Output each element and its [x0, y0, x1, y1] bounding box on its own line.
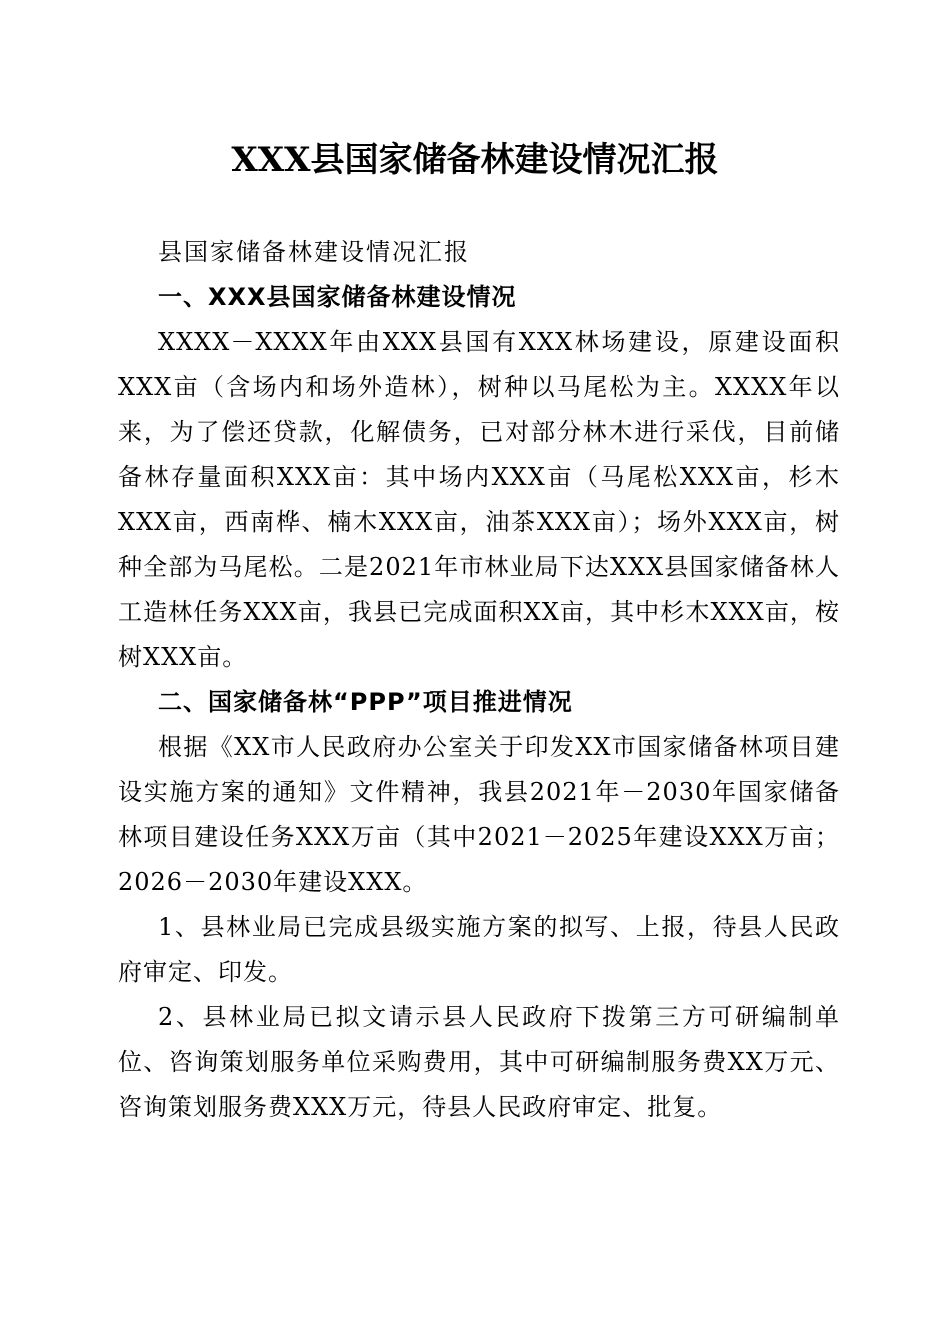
document-title: XXX县国家储备林建设情况汇报 [231, 140, 719, 180]
section-heading-2: 二、国家储备林“PPP”项目推进情况 [158, 688, 573, 716]
document-body [118, 230, 840, 1130]
section-2-item-1: 1、县林业局已完成县级实施方案的拟写、上报，待县人民政府审定、印发。 [118, 913, 840, 986]
intro-paragraph: 县国家储备林建设情况汇报 [158, 238, 470, 266]
section-heading-1: 一、XXX县国家储备林建设情况 [158, 283, 517, 311]
section-2-item-2: 2、县林业局已拟文请示县人民政府下拨第三方可研编制单位、咨询策划服务单位采购费用，其中可研编制服务费XX万元、咨询策划服务费XXX万元，待县人民政府审定、批复。 [118, 1003, 840, 1121]
section-2-paragraph: 根据《XX市人民政府办公室关于印发XX市国家储备林项目建设实施方案的通知》文件精神，我县2021年－2030年国家储备林项目建设任务XXX万亩（其中2021－2025年建设XXX万亩；2026－2030年建设XXX。 [118, 733, 840, 896]
section-1-paragraph: XXXX－XXXX年由XXX县国有XXX林场建设，原建设面积XXX亩（含场内和场外造林），树种以马尾松为主。XXXX年以来，为了偿还贷款，化解债务，已对部分林木进行采伐，目前储备林存量面积XXX亩：其中场内XXX亩（马尾松XXX亩，杉木XXX亩，西南桦、楠木XXX亩，油茶XXX亩）；场外XXX亩，树种全部为马尾松。二是2021年市林业局下达XXX县国家储备林人工造林任务XXX亩，我县已完成面积XX亩，其中杉木XXX亩，桉树XXX亩。 [118, 328, 840, 671]
